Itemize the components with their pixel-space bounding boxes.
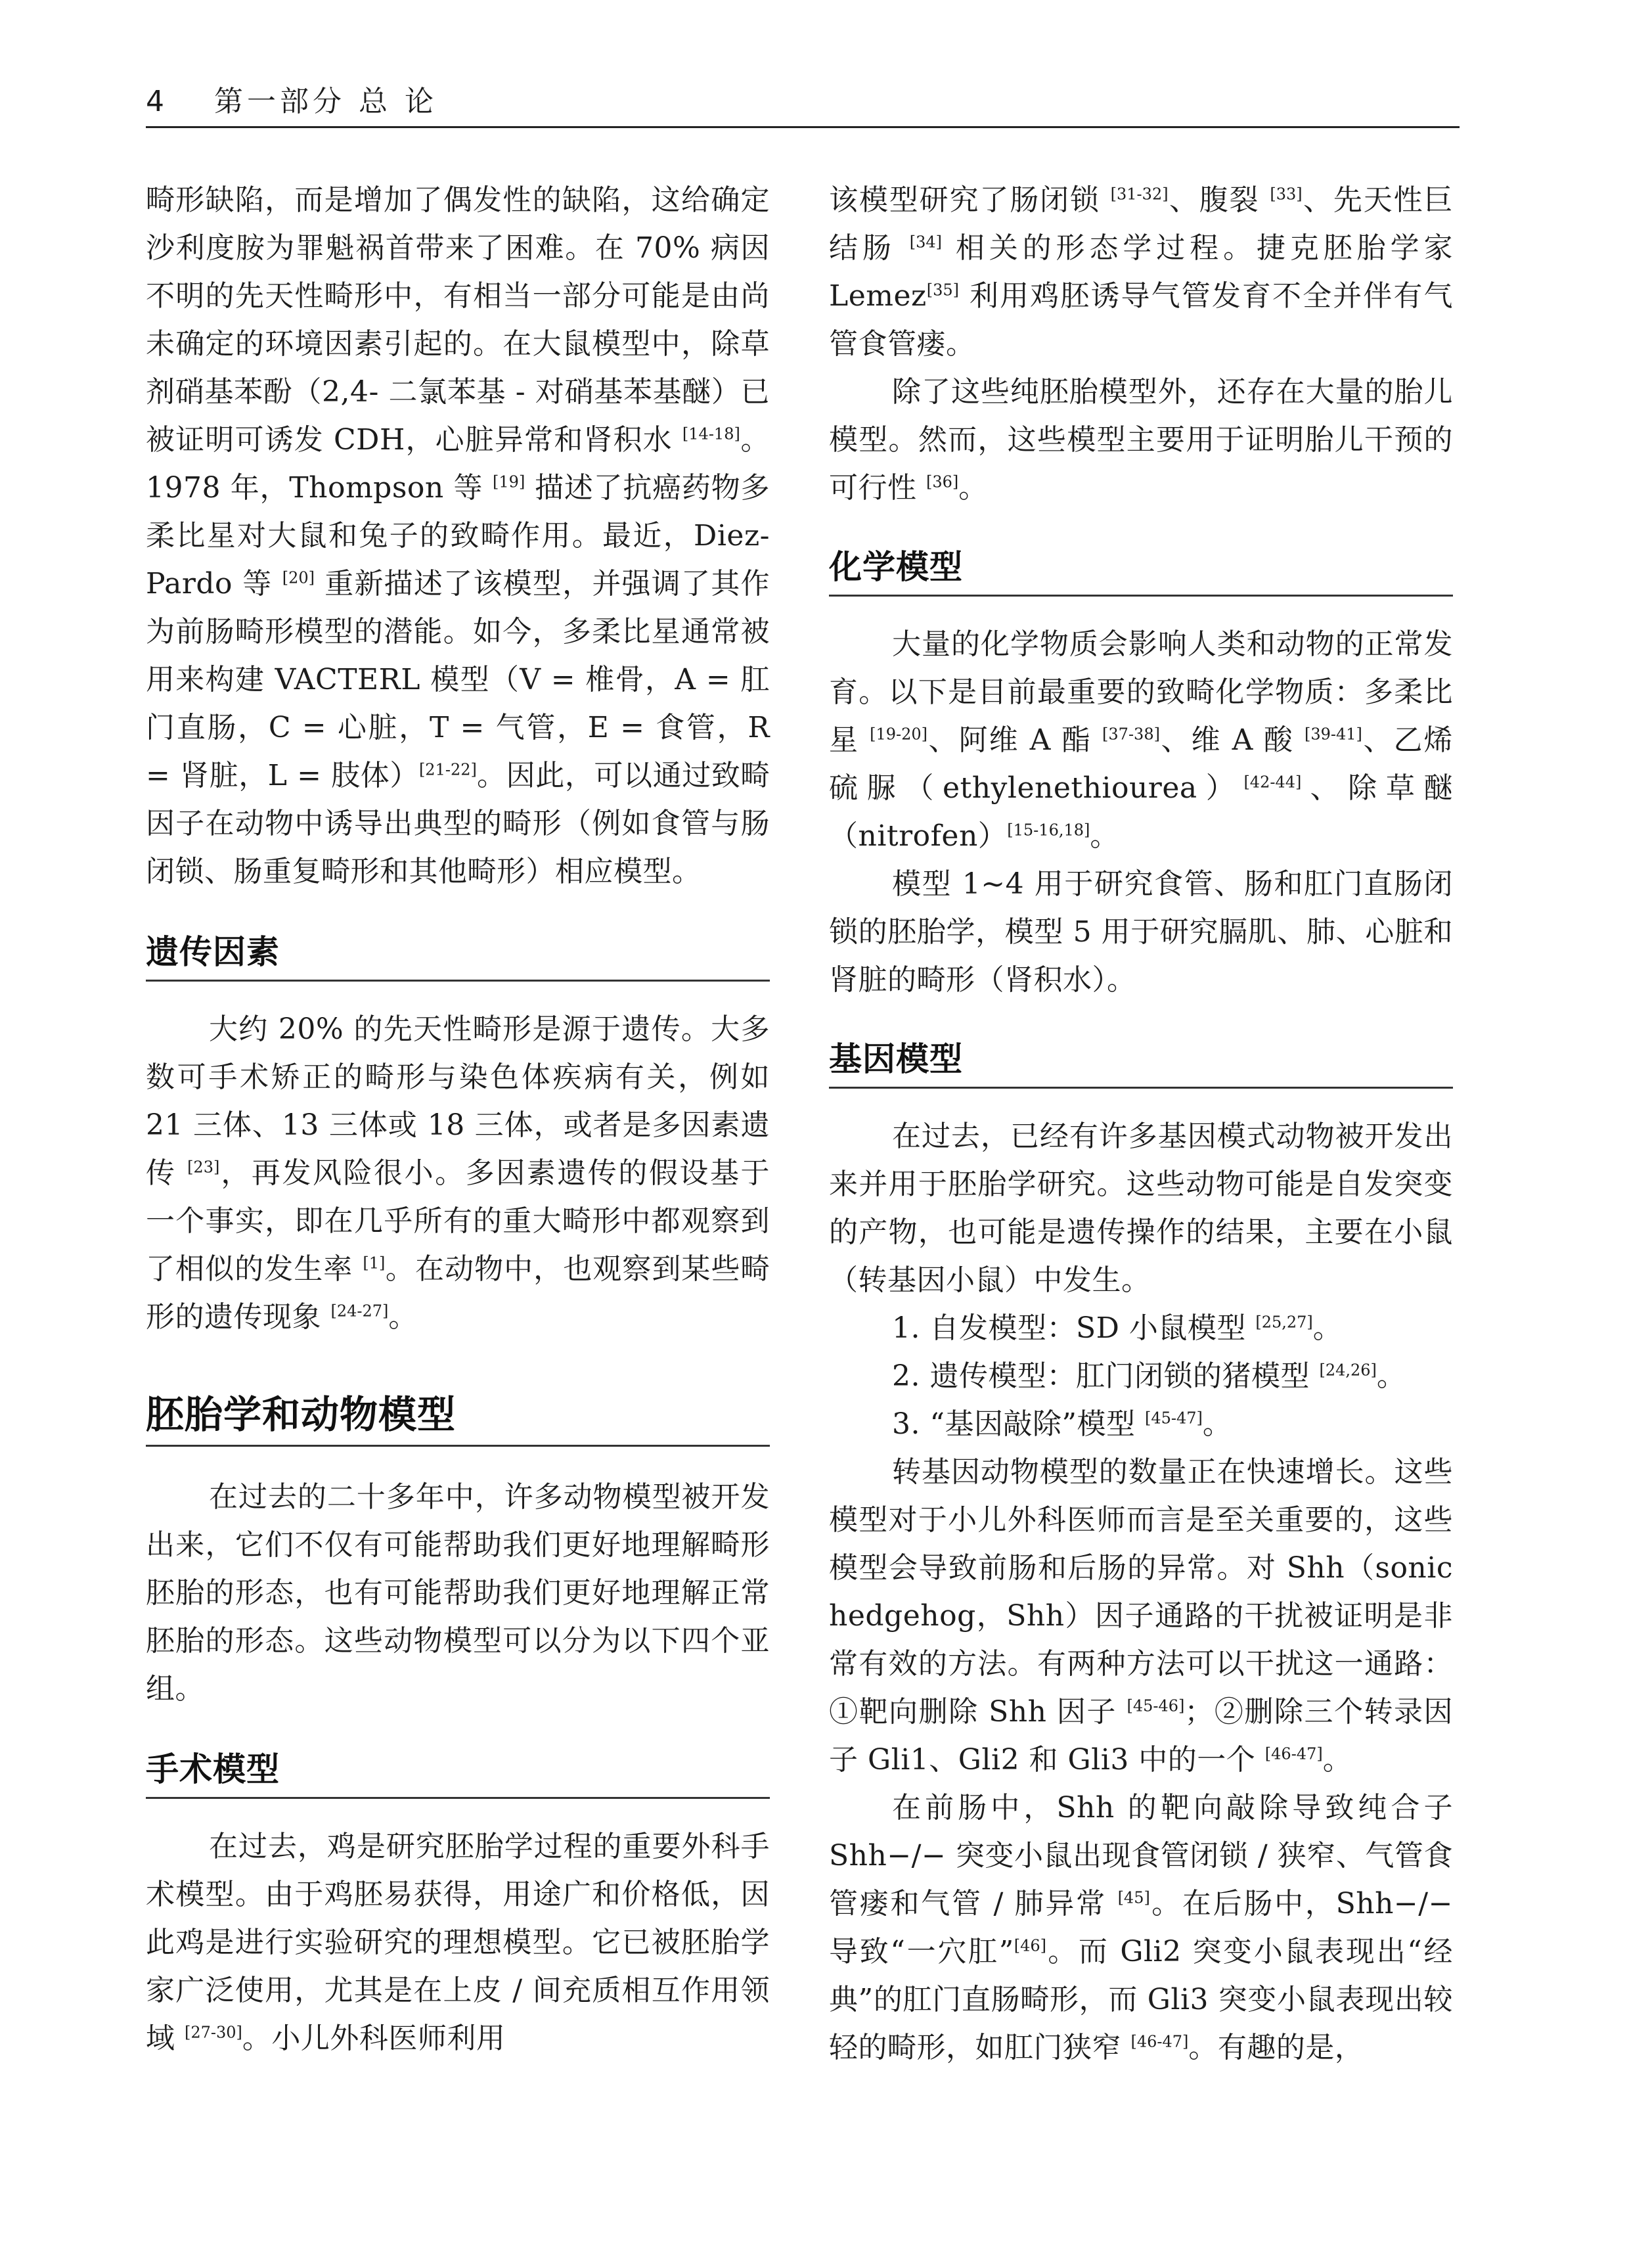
section-heading-genetic-factors: 遗传因素	[146, 931, 770, 982]
text-run: 在过去，鸡是研究胚胎学过程的重要外科手术模型。由于鸡胚易获得，用途广和价格低，因此鸡是进行实验研究的理想模型。它已被胚胎学家广泛使用，尤其是在上皮 / 间充质相互作用领域	[146, 1830, 770, 2055]
text-run: 1. 自发模型：SD 小鼠模型	[892, 1311, 1256, 1345]
text-run: 。因此，可以通过致畸因子在动物中诱导出典型的畸形（例如食管与肠闭锁、肠重复畸形和其他畸形）相应模型。	[146, 759, 770, 888]
citation-ref: [19-20]	[870, 725, 927, 744]
text-run: 。1978 年，Thompson 等	[146, 423, 770, 505]
text-run: 。在后肠中，Shh−/− 导致“一穴肛”	[829, 1887, 1453, 1968]
text-run: 。	[1312, 1311, 1343, 1345]
text-run: ；②删除三个转录因子 Gli1、Gli2 和 Gli3 中的一个	[829, 1695, 1454, 1777]
list-item	[829, 1352, 1453, 1400]
text-run: 、先天性巨结肠	[829, 183, 1453, 265]
text-run: 。有趣的是，	[1188, 2031, 1364, 2064]
paragraph	[146, 176, 770, 896]
text-run: ，再发风险很小。多因素遗传的假设基于一个事实，即在几乎所有的重大畸形中都观察到了相似的发生率	[146, 1156, 770, 1286]
text-run: 利用鸡胚诱导气管发育不全并伴有气管食管瘘。	[829, 279, 1453, 361]
text-run: 、乙烯硫脲（ethylenethiourea）	[829, 723, 1454, 805]
paragraph	[829, 1784, 1453, 2072]
citation-ref: [46-47]	[1264, 1744, 1323, 1763]
page-number: 4	[146, 85, 164, 118]
paragraph	[146, 1823, 770, 2062]
citation-ref: [45-47]	[1144, 1409, 1203, 1428]
text-run: 2. 遗传模型：肛门闭锁的猪模型	[892, 1359, 1320, 1393]
citation-ref: [24,26]	[1319, 1361, 1377, 1380]
paragraph	[829, 176, 1453, 368]
text-run: 相关的形态学过程。捷克胚胎学家 Lemez	[829, 231, 1453, 313]
list-item	[829, 1400, 1453, 1448]
citation-ref: [14-18]	[682, 424, 740, 443]
citation-ref: [45]	[1117, 1888, 1150, 1907]
paragraph	[829, 368, 1453, 512]
text-run: 在过去，已经有许多基因模式动物被开发出来并用于胚胎学研究。这些动物可能是自发突变的产物，也可能是遗传操作的结果，主要在小鼠（转基因小鼠）中发生。	[829, 1120, 1453, 1297]
left-column	[146, 176, 770, 2062]
citation-ref: [39-41]	[1304, 725, 1362, 744]
citation-ref: [46-47]	[1130, 2032, 1189, 2051]
text-run: 畸形缺陷，而是增加了偶发性的缺陷，这给确定沙利度胺为罪魁祸首带来了困难。在 70% 病因不明的先天性畸形中，有相当一部分可能是由尚未确定的环境因素引起的。在大鼠模型中，除草剂硝基苯酚（2,4- 二氯苯基 - 对硝基苯基醚）已被证明可诱发 CDH，心脏异常和肾积水	[146, 183, 770, 457]
text-run: 。	[1090, 819, 1119, 853]
citation-ref: [37-38]	[1102, 725, 1160, 744]
text-run: 描述了抗癌药物多柔比星对大鼠和兔子的致畸作用。最近，Diez-Pardo 等	[146, 471, 770, 601]
citation-ref: [25,27]	[1255, 1313, 1313, 1332]
text-run: 。小儿外科医师利用	[242, 2022, 506, 2055]
text-run: 。	[1202, 1407, 1232, 1441]
citation-ref: [36]	[926, 472, 959, 491]
text-run: 。	[388, 1300, 418, 1334]
part-title: 第一部分 总 论	[214, 85, 437, 118]
text-run: 该模型研究了肠闭锁	[829, 183, 1111, 217]
right-column	[829, 176, 1453, 2072]
text-run: 在过去的二十多年中，许多动物模型被开发出来，它们不仅有可能帮助我们更好地理解畸形胚胎的形态，也有可能帮助我们更好地理解正常胚胎的形态。这些动物模型可以分为以下四个亚组。	[146, 1480, 770, 1706]
text-run: 大约 20% 的先天性畸形是源于遗传。大多数可手术矫正的畸形与染色体疾病有关，例如 21 三体、13 三体或 18 三体，或者是多因素遗传	[146, 1012, 770, 1190]
text-run: 3. “基因敲除”模型	[892, 1407, 1145, 1441]
text-run: 大量的化学物质会影响人类和动物的正常发育。以下是目前最重要的致畸化学物质：多柔比星	[829, 627, 1453, 757]
text-run: 除了这些纯胚胎模型外，还存在大量的胎儿模型。然而，这些模型主要用于证明胎儿干预的可行性	[829, 375, 1453, 505]
list-item	[829, 1304, 1453, 1352]
citation-ref: [19]	[493, 472, 525, 491]
citation-ref: [15-16,18]	[1007, 821, 1090, 840]
text-run: 。	[958, 471, 988, 505]
section-heading-genetic-models: 基因模型	[829, 1038, 1453, 1089]
text-run: 转基因动物模型的数量正在快速增长。这些模型对于小儿外科医师而言是至关重要的，这些模型会导致前肠和后肠的异常。对 Shh（sonic hedgehog，Shh）因子通路的干扰被证明是非常有效的方法。有两种方法可以干扰这一通路：①靶向删除 Shh 因子	[829, 1455, 1453, 1729]
citation-ref: [24-27]	[330, 1302, 389, 1321]
text-run: 。	[1322, 1743, 1352, 1777]
citation-ref: [27-30]	[185, 2023, 242, 2042]
text-run: 重新描述了该模型，并强调了其作为前肠畸形模型的潜能。如今，多柔比星通常被用来构建 VACTERL 模型（V = 椎骨，A = 肛门直肠，C = 心脏，T = 气管，E = 食管，R = 肾脏，L = 肢体）	[146, 567, 770, 792]
citation-ref: [45-46]	[1127, 1696, 1185, 1715]
text-run: 。	[1376, 1359, 1406, 1393]
citation-ref: [34]	[909, 233, 942, 252]
section-heading-embryology-animal-models: 胚胎学和动物模型	[146, 1391, 770, 1447]
paragraph	[829, 1112, 1453, 1304]
text-run: 、维 A 酸	[1159, 723, 1305, 757]
citation-ref: [33]	[1270, 185, 1303, 204]
text-run: 在前肠中，Shh 的靶向敲除导致纯合子 Shh−/− 突变小鼠出现食管闭锁 / 狭窄、气管食管瘘和气管 / 肺异常	[829, 1791, 1453, 1920]
text-run: 、除草醚（nitrofen）	[829, 771, 1453, 853]
paragraph	[829, 1448, 1453, 1784]
citation-ref: [23]	[187, 1158, 220, 1177]
section-heading-surgical-models: 手术模型	[146, 1748, 770, 1799]
running-header	[146, 79, 1460, 125]
citation-ref: [20]	[282, 568, 315, 587]
citation-ref: [21-22]	[418, 760, 477, 779]
paragraph	[146, 1005, 770, 1341]
citation-ref: [46]	[1014, 1936, 1047, 1955]
text-run: 模型 1~4 用于研究食管、肠和肛门直肠闭锁的胚胎学，模型 5 用于研究膈肌、肺、心脏和肾脏的畸形（肾积水）。	[829, 867, 1453, 997]
citation-ref: [35]	[926, 281, 959, 300]
paragraph	[829, 860, 1453, 1004]
text-run: 。在动物中，也观察到某些畸形的遗传现象	[146, 1252, 770, 1334]
text-run: 。而 Gli2 突变小鼠表现出“经典”的肛门直肠畸形，而 Gli3 突变小鼠表现出较轻的畸形，如肛门狭窄	[829, 1935, 1453, 2064]
header-rule	[146, 126, 1460, 128]
section-heading-chemical-models: 化学模型	[829, 546, 1453, 597]
citation-ref: [1]	[363, 1254, 386, 1273]
paragraph	[146, 1473, 770, 1713]
citation-ref: [31-32]	[1110, 185, 1169, 204]
text-run: 、阿维 A 酯	[927, 723, 1103, 757]
paragraph	[829, 620, 1453, 860]
text-run: 、腹裂	[1168, 183, 1270, 217]
citation-ref: [42-44]	[1243, 773, 1302, 792]
